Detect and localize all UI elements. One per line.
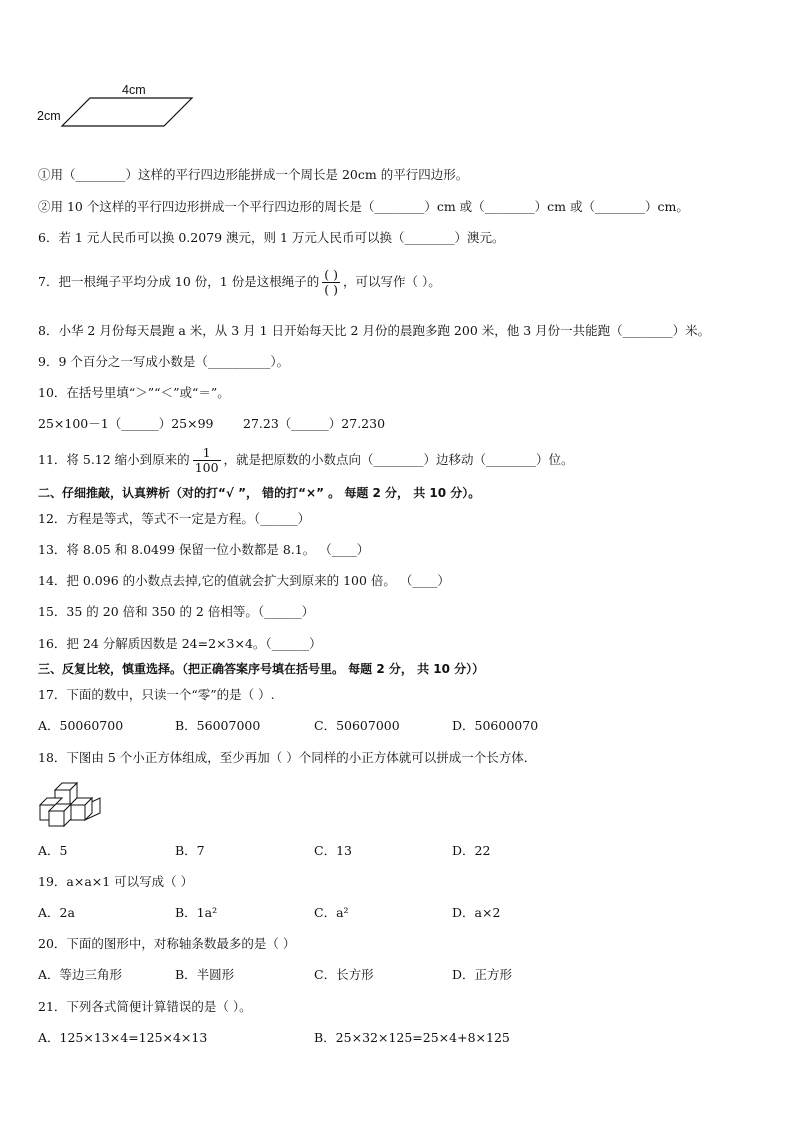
q17-option-b: B．56007000 (175, 718, 261, 733)
parallelogram-figure (34, 80, 204, 130)
question-19: 19．a×a×1 可以写成（ ） (38, 874, 194, 889)
q7-fraction (322, 268, 340, 297)
q11-fraction (193, 446, 221, 475)
q19-option-d: D．a×2 (452, 905, 501, 920)
section-3-heading: 三、反复比较，慎重选择。（把正确答案序号填在括号里。 每题 2 分， 共 10 分）） (38, 662, 485, 676)
cube-front (49, 804, 71, 826)
parallelogram-side-label: 2cm (37, 109, 61, 123)
q17-option-a: A．50060700 (38, 718, 124, 733)
q5-part2: ②用 10 个这样的平行四边形拼成一个平行四边形的周长是（________）cm 或（________）cm 或（________）cm。 (38, 199, 689, 214)
question-14: 14．把 0.096 的小数点去掉,它的值就会扩大到原来的 100 倍。 （____） (38, 573, 450, 588)
question-20: 20．下面的图形中，对称轴条数最多的是（ ） (38, 936, 296, 951)
q18-option-d: D．22 (452, 843, 491, 858)
q19-option-a: A．2a (38, 905, 75, 920)
q7-denominator: ( ) (324, 282, 338, 297)
q10-compare-b: 27.23（______）27.230 (243, 416, 386, 431)
q7-text-end: ，可以写作（ ）。 (342, 274, 441, 289)
question-18: 18．下图由 5 个小正方体组成，至少再加（ ）个同样的小正方体就可以拼成一个长方体． (38, 750, 537, 765)
question-15: 15．35 的 20 倍和 350 的 2 倍相等。（______） (38, 604, 315, 619)
question-7 (38, 262, 441, 302)
q5-part1: ①用（________）这样的平行四边形能拼成一个周长是 20cm 的平行四边形。 (38, 167, 469, 182)
cube-stack-figure (36, 778, 102, 832)
q7-numerator: ( ) (324, 267, 338, 282)
question-16: 16．把 24 分解质因数是 24=2×3×4。（______） (38, 636, 322, 651)
question-12: 12．方程是等式，等式不一定是方程。（______） (38, 511, 311, 526)
section-2-heading: 二、仔细推敲，认真辨析（对的打“√ ”， 错的打“×” 。 每题 2 分， 共 10 分）。 (38, 486, 481, 500)
question-6: 6．若 1 元人民币可以换 0.2079 澳元，则 1 万元人民币可以换（________）澳元。 (38, 230, 505, 245)
question-10: 10．在括号里填“＞”“＜”或“＝”。 (38, 385, 230, 400)
q18-option-c: C．13 (314, 843, 352, 858)
q18-option-b: B．7 (175, 843, 205, 858)
parallelogram-shape (62, 98, 192, 126)
q11-text: 11．将 5.12 缩小到原来的 (38, 452, 190, 467)
question-8: 8．小华 2 月份每天晨跑 a 米，从 3 月 1 日开始每天比 2 月份的晨跑多跑 200 米，他 3 月份一共能跑（________）米。 (38, 323, 711, 338)
q7-text: 7．把一根绳子平均分成 10 份，1 份是这根绳子的 (38, 274, 320, 289)
question-21: 21．下列各式简便计算错误的是（ ）。 (38, 999, 252, 1014)
q11-denominator: 100 (194, 460, 219, 475)
q19-option-c: C．a² (314, 905, 349, 920)
q18-option-a: A．5 (38, 843, 68, 858)
q21-option-a: A．125×13×4=125×4×13 (38, 1030, 208, 1045)
q19-option-b: B．1a² (175, 905, 218, 920)
q17-option-c: C．50607000 (314, 718, 400, 733)
q20-option-d: D．正方形 (452, 967, 513, 982)
q11-numerator: 1 (193, 446, 221, 461)
parallelogram-top-label: 4cm (122, 83, 146, 97)
q11-text-end: ，就是把原数的小数点向（________）边移动（________）位。 (223, 452, 574, 467)
q10-compare-a: 25×100－1（______）25×99 (38, 416, 214, 431)
q21-option-b: B．25×32×125=25×4+8×125 (314, 1030, 510, 1045)
question-17: 17．下面的数中，只读一个“零”的是（ ）. (38, 687, 275, 702)
question-9: 9．9 个百分之一写成小数是（__________）。 (38, 354, 290, 369)
q20-option-b: B．半圆形 (175, 967, 235, 982)
question-13: 13．将 8.05 和 8.0499 保留一位小数都是 8.1。 （____） (38, 542, 370, 557)
question-11 (38, 440, 574, 480)
q17-option-d: D．50600070 (452, 718, 539, 733)
cube-right (70, 798, 100, 820)
q20-option-a: A．等边三角形 (38, 967, 123, 982)
q20-option-c: C．长方形 (314, 967, 374, 982)
